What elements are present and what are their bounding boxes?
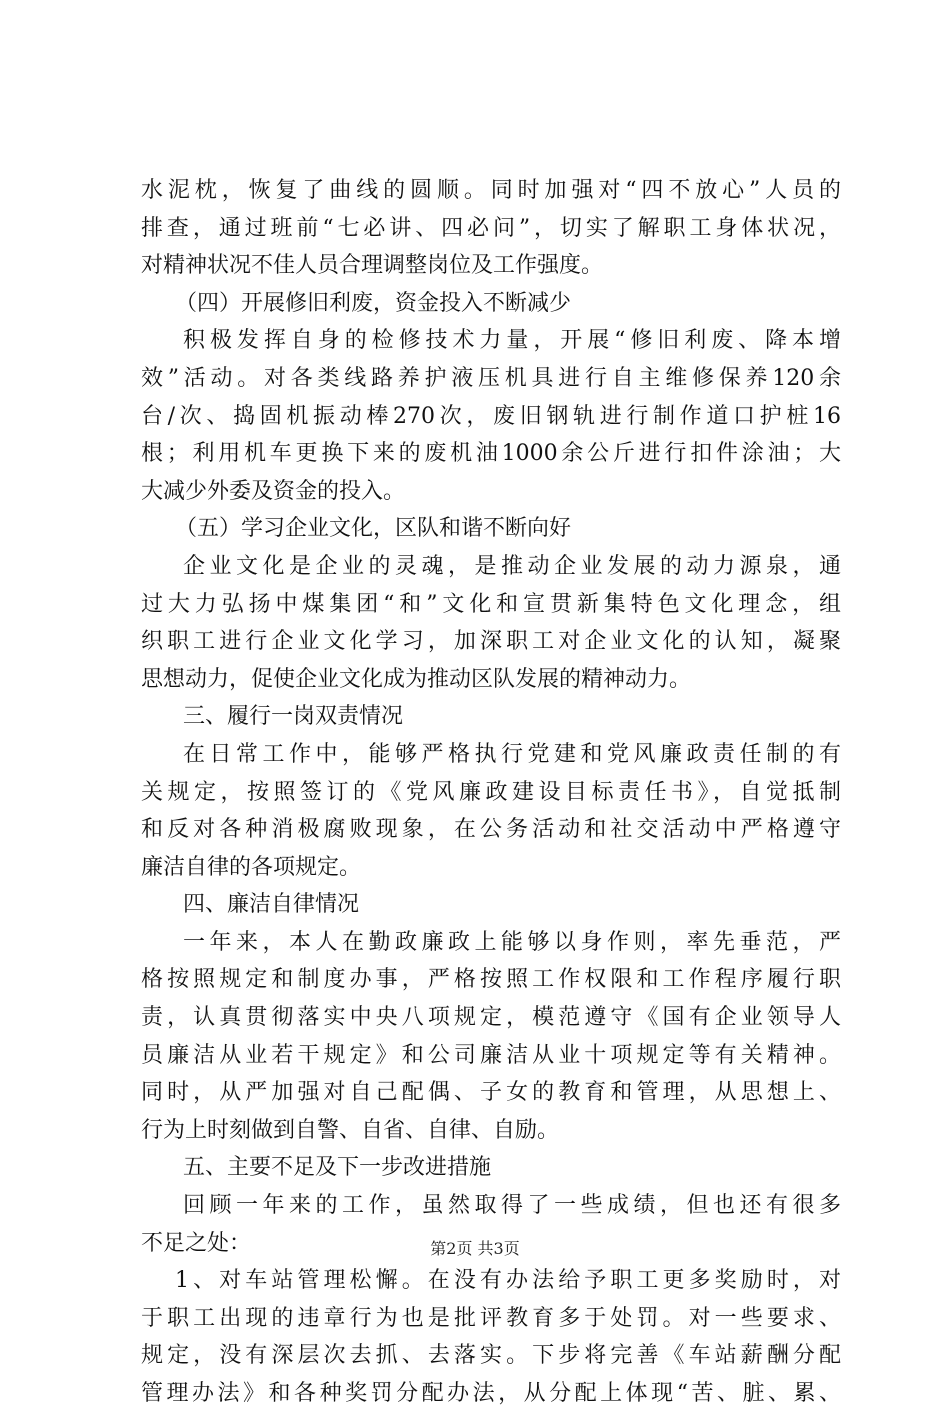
text-line: 员廉洁从业若干规定》和公司廉洁从业十项规定等有关精神。 xyxy=(141,1042,841,1068)
text-line: 根；利用机车更换下来的废机油1000余公斤进行扣件涂油；大 xyxy=(141,441,841,467)
text-line: 在日常工作中，能够严格执行党建和党风廉政责任制的有 xyxy=(183,741,841,767)
text-line: 和反对各种消极腐败现象，在公务活动和社交活动中严格遵守 xyxy=(141,817,841,843)
text-line: 三、履行一岗双责情况 xyxy=(183,704,404,730)
text-line: 格按照规定和制度办事，严格按照工作权限和工作程序履行职 xyxy=(141,967,841,993)
text-line: 规定，没有深层次去抓、去落实。下步将完善《车站薪酬分配 xyxy=(141,1343,841,1369)
text-line: 廉洁自律的各项规定。 xyxy=(141,854,362,880)
text-line: 企业文化是企业的灵魂，是推动企业发展的动力源泉，通 xyxy=(183,553,841,579)
text-line: 过大力弘扬中煤集团“和”文化和宣贯新集特色文化理念，组 xyxy=(141,591,841,617)
text-line: 对精神状况不佳人员合理调整岗位及工作强度。 xyxy=(141,253,604,279)
text-line: 水泥枕，恢复了曲线的圆顺。同时加强对“四不放心”人员的 xyxy=(141,178,841,203)
text-line: 思想动力，促使企业文化成为推动区队发展的精神动力。 xyxy=(141,666,692,692)
text-line: 管理办法》和各种奖罚分配办法，从分配上体现“苦、脏、累、 xyxy=(141,1381,841,1406)
text-line: 回顾一年来的工作，虽然取得了一些成绩，但也还有很多 xyxy=(183,1193,841,1219)
text-line: 于职工出现的违章行为也是批评教育多于处罚。对一些要求、 xyxy=(141,1305,841,1331)
text-line: 织职工进行企业文化学习，加深职工对企业文化的认知，凝聚 xyxy=(141,629,841,655)
text-line: 同时，从严加强对自己配偶、子女的教育和管理，从思想上、 xyxy=(141,1080,841,1106)
body-text xyxy=(141,172,841,1413)
page-footer: 第2页 共3页 xyxy=(430,1239,520,1258)
text-line: 积极发挥自身的检修技术力量，开展“修旧利废、降本增 xyxy=(183,328,841,354)
text-line: 责，认真贯彻落实中央八项规定，模范遵守《国有企业领导人 xyxy=(141,1005,841,1031)
text-line: 关规定，按照签订的《党风廉政建设目标责任书》，自觉抵制 xyxy=(141,779,841,805)
text-line: 五、主要不足及下一步改进措施 xyxy=(183,1155,492,1181)
text-line: 大减少外委及资金的投入。 xyxy=(141,478,406,504)
text-line: （五）学习企业文化，区队和谐不断向好 xyxy=(175,516,572,542)
text-line: 效”活动。对各类线路养护液压机具进行自主维修保养120余 xyxy=(141,365,841,391)
text-line: （四）开展修旧利废，资金投入不断减少 xyxy=(175,290,572,316)
text-line: 排查，通过班前“七必讲、四必问”，切实了解职工身体状况， xyxy=(141,215,841,241)
text-line: 行为上时刻做到自警、自省、自律、自励。 xyxy=(141,1117,560,1143)
text-line: 1、对车站管理松懈。在没有办法给予职工更多奖励时，对 xyxy=(175,1268,841,1294)
text-line: 不足之处： xyxy=(141,1230,252,1256)
text-line: 四、廉洁自律情况 xyxy=(183,892,360,918)
text-line: 一年来，本人在勤政廉政上能够以身作则，率先垂范，严 xyxy=(183,929,841,955)
text-line: 台/次、捣固机振动棒270次，废旧钢轨进行制作道口护桩16 xyxy=(141,403,841,429)
